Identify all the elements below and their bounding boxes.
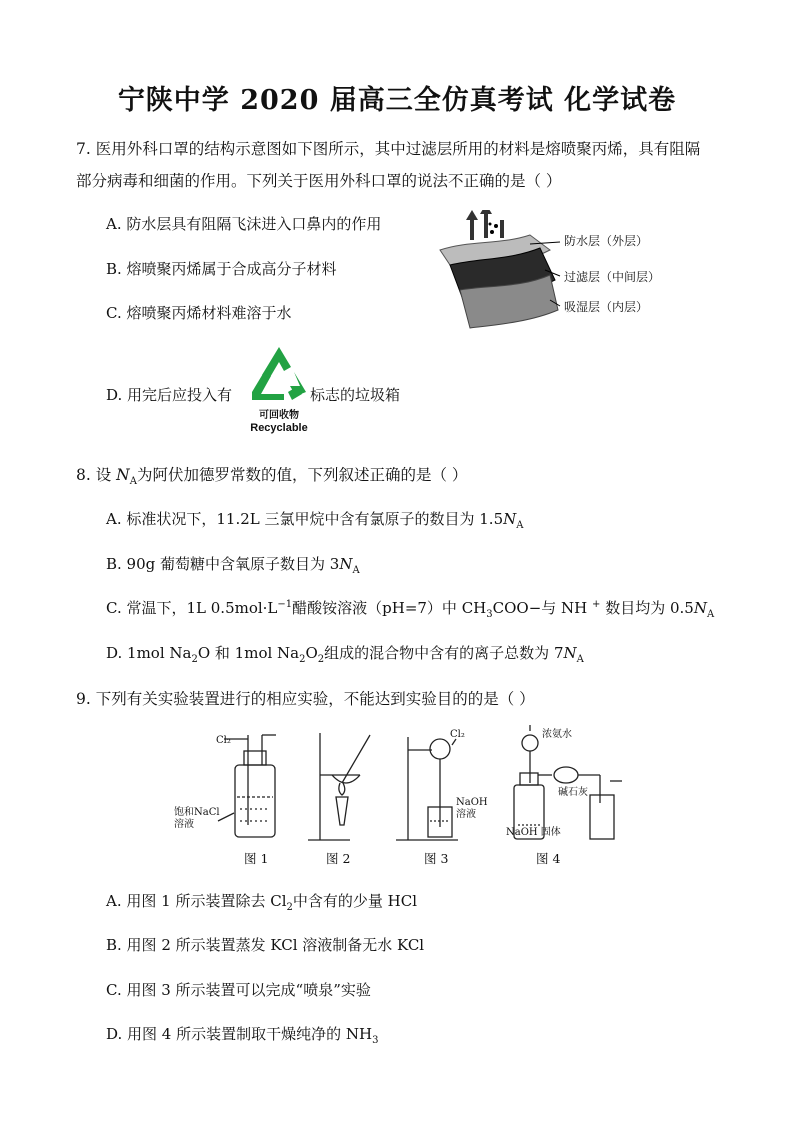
fig4-drier-label: 碱石灰 bbox=[558, 787, 588, 798]
q8-d-sub2: 2 bbox=[191, 654, 198, 665]
q9-option-d bbox=[106, 1023, 378, 1046]
q9-a-text: A. 用图 1 所示装置除去 Cl bbox=[106, 892, 287, 910]
q8-d-text3: O bbox=[305, 644, 318, 662]
q8-stem-pre: 8. 设 bbox=[76, 466, 117, 484]
q8-option-c bbox=[106, 597, 714, 620]
q7-option-b: B. 熔喷聚丙烯属于合成高分子材料 bbox=[106, 260, 337, 278]
q8-option-a bbox=[106, 508, 523, 531]
q8-na-sub: A bbox=[129, 476, 137, 488]
q8-stem bbox=[76, 463, 467, 487]
fig1-liquid-line2: 溶液 bbox=[174, 819, 194, 830]
fig2-caption: 图 2 bbox=[326, 851, 351, 866]
q8-b-na: N bbox=[339, 555, 353, 573]
q8-stem-post: 为阿伏加德罗常数的值，下列叙述正确的是（ ） bbox=[136, 466, 468, 484]
q8-d-na: N bbox=[563, 644, 577, 662]
fig3-gas-label: Cl₂ bbox=[450, 729, 465, 740]
q8-c-text4: 数目均为 0.5 bbox=[600, 599, 694, 617]
q8-d-sub2c: 2 bbox=[317, 654, 325, 665]
fig1-liquid-line1: 饱和NaCl bbox=[174, 807, 220, 818]
q8-a-na: N bbox=[503, 510, 517, 528]
q8-c-na: N bbox=[693, 599, 707, 617]
q7-stem-line2: 部分病毒和细菌的作用。下列关于医用外科口罩的说法不正确的是（ ） bbox=[76, 172, 562, 190]
q9-stem: 9. 下列有关实验装置进行的相应实验，不能达到实验目的的是（ ） bbox=[76, 690, 535, 708]
recycle-symbol bbox=[244, 344, 314, 440]
q8-c-text2: 醋酸铵溶液（pH=7）中 CH bbox=[292, 599, 487, 617]
q9-d-sub: 3 bbox=[372, 1035, 379, 1046]
fig2-evaporation bbox=[308, 733, 370, 840]
q8-d-sub2b: 2 bbox=[299, 654, 306, 665]
fig3-liquid-line2: 溶液 bbox=[456, 809, 476, 820]
fig3-fountain bbox=[396, 737, 458, 840]
fig1-caption: 图 1 bbox=[244, 851, 269, 866]
fig1-wash-bottle bbox=[218, 735, 276, 837]
fig1-gas-label: Cl₂ bbox=[216, 735, 231, 746]
q8-d-text1: D. 1mol Na bbox=[106, 644, 192, 662]
q8-d-na-sub: A bbox=[576, 654, 584, 665]
q8-a-na-sub: A bbox=[516, 520, 524, 531]
fig3-caption: 图 3 bbox=[424, 851, 449, 866]
q7-option-a: A. 防水层具有阻隔飞沫进入口鼻内的作用 bbox=[106, 215, 382, 233]
q8-d-text4: 组成的混合物中含有的离子总数为 7 bbox=[324, 644, 564, 662]
recycle-icon bbox=[244, 344, 314, 402]
fig1-liquid-label bbox=[174, 807, 220, 831]
mask-label-waterproof: 防水层（外层） bbox=[564, 234, 649, 248]
q9-option-c: C. 用图 3 所示装置可以完成“喷泉”实验 bbox=[106, 981, 371, 999]
q7-stem-line1: 7. 医用外科口罩的结构示意图如下图所示，其中过滤层所用的材料是熔喷聚丙烯，具有阻隔 bbox=[76, 140, 701, 158]
recycle-label-en: Recyclable bbox=[250, 422, 308, 434]
q8-c-sup: −1 bbox=[277, 599, 293, 610]
fig3-liquid-label bbox=[456, 797, 488, 821]
mask-diagram bbox=[430, 210, 690, 330]
fig4-ammonia bbox=[514, 725, 622, 839]
mask-label-filter: 过滤层（中间层） bbox=[564, 270, 661, 284]
q8-b-na-sub: A bbox=[352, 565, 360, 576]
mask-label-absorb: 吸湿层（内层） bbox=[564, 300, 649, 314]
q8-c-text1: C. 常温下，1L 0.5mol·L bbox=[106, 599, 278, 617]
q8-na: N bbox=[116, 466, 130, 484]
q9-option-b: B. 用图 2 所示装置蒸发 KCl 溶液制备无水 KCl bbox=[106, 936, 425, 954]
q7-option-d-prefix: D. 用完后应投入有 bbox=[106, 386, 233, 404]
q9-a-sub: 2 bbox=[286, 902, 293, 913]
q7-option-c: C. 熔喷聚丙烯材料难溶于水 bbox=[106, 304, 292, 322]
fig4-caption: 图 4 bbox=[536, 851, 561, 866]
fig4-top-label: 浓氨水 bbox=[542, 729, 572, 740]
q8-d-text2: O 和 1mol Na bbox=[197, 644, 300, 662]
apparatus-figures bbox=[174, 725, 630, 870]
q9-a-text2: 中含有的少量 HCl bbox=[292, 892, 417, 910]
page-title: 宁陕中学 2020 届高三全仿真考试 化学试卷 bbox=[117, 85, 677, 116]
q8-option-d bbox=[106, 642, 584, 665]
q8-c-na-sub: A bbox=[706, 609, 715, 620]
fig4-solid-label: NaOH 固体 bbox=[506, 827, 561, 838]
q8-option-b bbox=[106, 553, 360, 576]
fig3-liquid-line1: NaOH bbox=[456, 797, 488, 808]
q8-b-text: B. 90g 葡萄糖中含氧原子数目为 3 bbox=[106, 555, 340, 573]
q8-c-sub3: 3 bbox=[486, 609, 493, 620]
q8-c-plus: + bbox=[592, 599, 601, 610]
q8-a-text: A. 标准状况下，11.2L 三氯甲烷中含有氯原子的数目为 1.5 bbox=[106, 510, 504, 528]
recycle-label-cn: 可回收物 bbox=[259, 410, 299, 421]
q9-d-text: D. 用图 4 所示装置制取干燥纯净的 NH bbox=[106, 1025, 373, 1043]
q8-c-text3: COO−与 NH bbox=[492, 599, 593, 617]
q9-option-a bbox=[106, 890, 417, 913]
q7-option-d-suffix: 标志的垃圾箱 bbox=[310, 386, 401, 404]
